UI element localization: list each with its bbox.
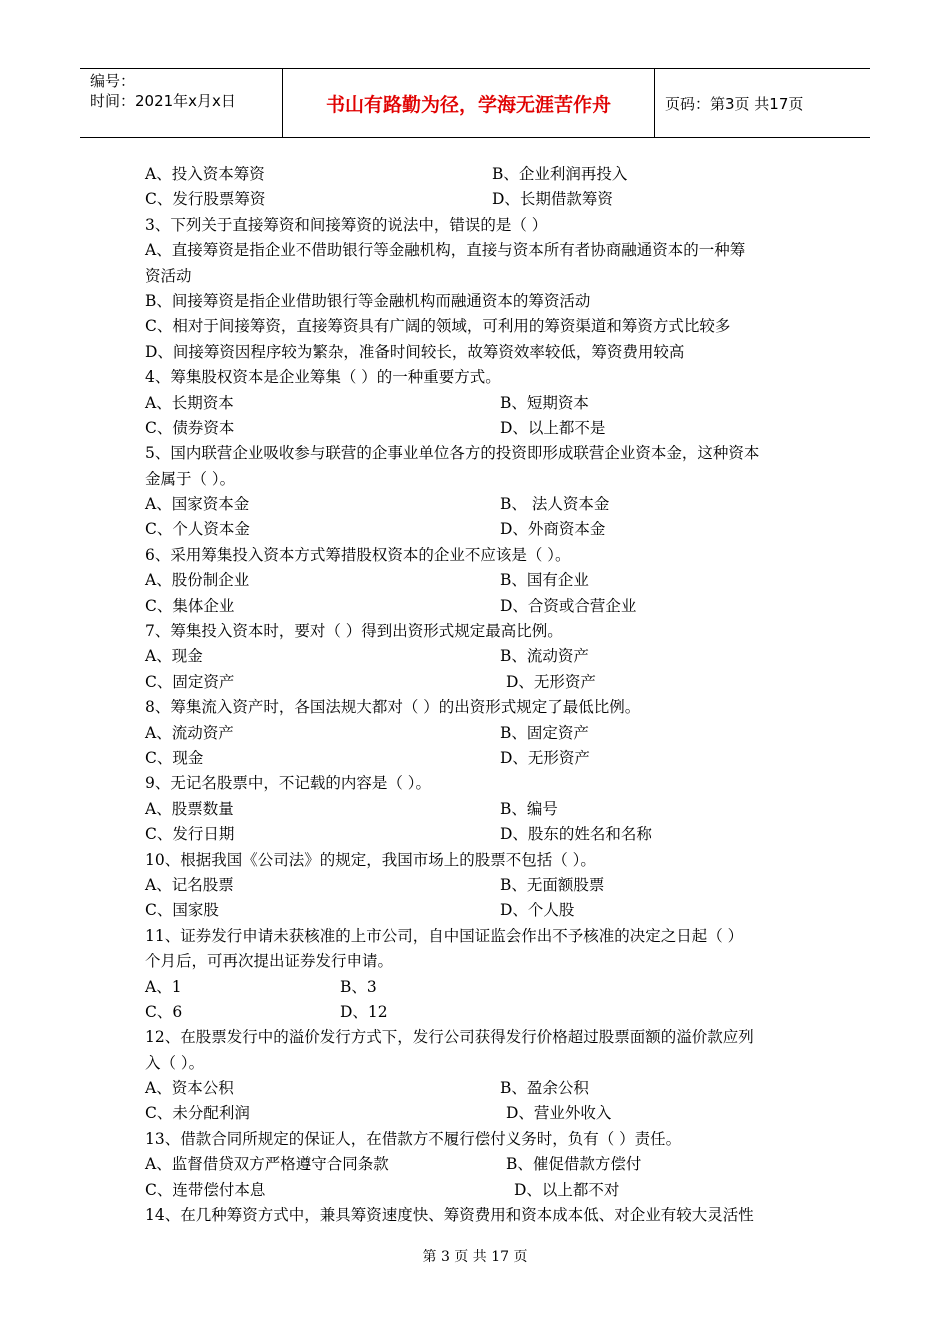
option-right: B、企业利润再投入 <box>492 165 628 183</box>
option-left: A、监督借贷双方严格遵守合同条款 <box>145 1155 389 1174</box>
text-line <box>145 848 825 873</box>
option-right: B、3 <box>340 977 377 996</box>
option-row <box>145 1152 825 1177</box>
option-right: D、股东的姓名和名称 <box>500 825 652 844</box>
line-text: 8、筹集流入资产时，各国法规大都对（ ）的出资形式规定了最低比例。 <box>145 698 641 717</box>
option-row <box>145 797 825 822</box>
text-line <box>145 1025 825 1050</box>
option-row <box>145 416 825 441</box>
line-text: 5、国内联营企业吸收参与联营的企事业单位各方的投资即形成联营企业资本金，这种资本 <box>145 444 760 463</box>
option-row <box>145 746 825 771</box>
line-text: 10、根据我国《公司法》的规定，我国市场上的股票不包括（ ）。 <box>145 850 596 869</box>
line-text: 12、在股票发行中的溢价发行方式下，发行公司获得发行价格超过股票面额的溢价款应列 <box>145 1028 754 1047</box>
text-line <box>145 924 825 949</box>
option-right: D、长期借款筹资 <box>492 190 613 209</box>
option-row <box>145 187 825 212</box>
option-left: A、记名股票 <box>145 875 234 894</box>
line-text: 6、采用筹集投入资本方式筹措股权资本的企业不应该是（ ）。 <box>145 545 571 564</box>
option-row <box>145 1101 825 1126</box>
text-line <box>145 949 825 974</box>
text-line <box>145 619 825 644</box>
option-left: C、固定资产 <box>145 672 235 691</box>
option-right: B、盈余公积 <box>500 1079 589 1098</box>
option-row <box>145 162 825 187</box>
text-line <box>145 771 825 796</box>
text-line <box>145 289 825 314</box>
option-row <box>145 975 825 1000</box>
option-right: D、12 <box>340 1002 388 1021</box>
line-text: D、间接筹资因程序较为繁杂，准备时间较长，故筹资效率较低，筹资费用较高 <box>145 342 685 361</box>
line-text: 金属于（ ）。 <box>145 469 236 488</box>
text-line <box>145 467 825 492</box>
option-row <box>145 1178 825 1203</box>
option-left: C、发行股票筹资 <box>145 190 266 209</box>
page-header <box>80 68 870 138</box>
option-left: A、股份制企业 <box>145 571 250 590</box>
option-right: D、个人股 <box>500 901 575 920</box>
text-line <box>145 543 825 568</box>
option-row <box>145 898 825 923</box>
option-right: B、编号 <box>500 799 558 818</box>
text-line <box>145 365 825 390</box>
option-row <box>145 644 825 669</box>
line-text: 3、下列关于直接筹资和间接筹资的说法中，错误的是（ ） <box>145 215 548 234</box>
option-row <box>145 594 825 619</box>
option-right: B、流动资产 <box>500 647 589 666</box>
option-left: A、资本公积 <box>145 1079 234 1098</box>
page-footer: 第 3 页 共 17 页 <box>422 1249 528 1265</box>
option-right: D、营业外收入 <box>506 1104 612 1123</box>
text-line <box>145 314 825 339</box>
line-text: 13、借款合同所规定的保证人，在借款方不履行偿付义务时，负有（ ）责任。 <box>145 1129 682 1148</box>
option-left: A、流动资产 <box>145 723 234 742</box>
option-right: B、催促借款方偿付 <box>506 1155 642 1174</box>
option-row <box>145 1076 825 1101</box>
option-left: C、国家股 <box>145 901 219 920</box>
option-row <box>145 670 825 695</box>
option-left: A、投入资本筹资 <box>145 165 265 183</box>
option-right: D、以上都不对 <box>514 1180 620 1199</box>
text-line <box>145 1127 825 1152</box>
option-left: C、集体企业 <box>145 596 235 615</box>
text-line <box>145 264 825 289</box>
option-left: C、未分配利润 <box>145 1104 250 1123</box>
option-left: C、发行日期 <box>145 825 235 844</box>
option-row <box>145 517 825 542</box>
text-line <box>145 238 825 263</box>
option-row <box>145 822 825 847</box>
header-left-cell <box>80 69 282 137</box>
text-line <box>145 441 825 466</box>
option-row <box>145 1000 825 1025</box>
option-right: B、国有企业 <box>500 571 589 590</box>
option-left: A、1 <box>145 977 182 996</box>
option-right: D、无形资产 <box>506 672 596 691</box>
text-line <box>145 1203 825 1228</box>
header-page-info: 页码：第3页 共17页 <box>665 94 804 113</box>
line-text: 资活动 <box>145 266 192 285</box>
option-left: C、6 <box>145 1002 183 1021</box>
line-text: 9、无记名股票中，不记载的内容是（ ）。 <box>145 774 432 793</box>
option-row <box>145 873 825 898</box>
line-text: C、相对于间接筹资，直接筹资具有广阔的领域，可利用的筹资渠道和筹资方式比较多 <box>145 317 731 336</box>
option-right: D、外商资本金 <box>500 520 606 539</box>
header-motto: 书山有路勤为径，学海无涯苦作舟 <box>282 69 655 137</box>
option-right: D、以上都不是 <box>500 418 606 437</box>
option-row <box>145 492 825 517</box>
option-row <box>145 721 825 746</box>
line-text: 个月后，可再次提出证券发行申请。 <box>145 952 394 971</box>
text-line <box>145 695 825 720</box>
option-left: A、长期资本 <box>145 393 234 412</box>
line-text: 4、筹集股权资本是企业筹集（ ）的一种重要方式。 <box>145 368 501 387</box>
option-left: C、个人资本金 <box>145 520 250 539</box>
line-text: B、间接筹资是指企业借助银行等金融机构而融通资本的筹资活动 <box>145 291 591 310</box>
option-right: B、无面额股票 <box>500 875 605 894</box>
option-right: B、 法人资本金 <box>500 495 610 514</box>
option-right: B、短期资本 <box>500 393 589 412</box>
line-text: 11、证券发行申请未获核准的上市公司，自中国证监会作出不予核准的决定之日起（ ） <box>145 926 744 945</box>
option-left: A、现金 <box>145 647 203 666</box>
option-right: D、合资或合营企业 <box>500 596 637 615</box>
line-text: 入（ ）。 <box>145 1053 205 1072</box>
option-right: D、无形资产 <box>500 748 590 767</box>
option-left: A、国家资本金 <box>145 495 250 514</box>
text-line <box>145 1051 825 1076</box>
line-text: A、直接筹资是指企业不借助银行等金融机构，直接与资本所有者协商融通资本的一种筹 <box>145 241 746 260</box>
question-body <box>145 162 825 1228</box>
option-left: C、连带偿付本息 <box>145 1180 266 1199</box>
number-label: 编号： <box>90 72 136 90</box>
option-right: B、固定资产 <box>500 723 589 742</box>
option-left: C、现金 <box>145 748 204 767</box>
line-text: 14、在几种筹资方式中，兼具筹资速度快、筹资费用和资本成本低、对企业有较大灵活性 <box>145 1206 754 1225</box>
text-line <box>145 213 825 238</box>
option-row <box>145 391 825 416</box>
option-left: A、股票数量 <box>145 799 234 818</box>
time-label: 时间：2021年x月x日 <box>90 92 236 110</box>
option-left: C、债券资本 <box>145 418 235 437</box>
text-line <box>145 340 825 365</box>
line-text: 7、筹集投入资本时，要对（ ）得到出资形式规定最高比例。 <box>145 622 563 641</box>
option-row <box>145 568 825 593</box>
